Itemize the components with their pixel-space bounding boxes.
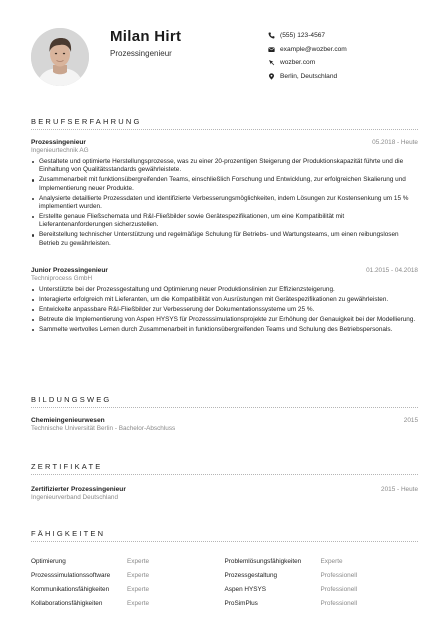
education-date: 2015 [403,417,418,424]
skill-item [31,586,225,593]
skill-name: Kollaborationsfähigkeiten [31,599,103,607]
candidate-name: Milan Hirt [110,28,182,45]
job-company: Techniprocess GmbH [31,275,93,282]
skill-level: Experte [127,557,150,565]
job-bullet: Unterstützte bei der Prozessgestaltung und Optimierung neuer Produktionslinien zur Effizienzsteigerung. [31,286,418,294]
experience-heading: BERUFSERFAHRUNG [31,117,142,126]
skill-level: Experte [320,557,343,565]
skill-item [31,600,225,607]
candidate-title: Prozessingenieur [110,49,172,58]
education-entry [31,417,418,432]
job-bullet: Gestaltete und optimierte Herstellungsprozesse, was zu einer 20-prozentigen Steigerung der Produktionskapazität führte und die Einhaltung von Qualitätsstandards gewährleistete. [31,158,418,175]
certificate-entry [31,486,418,501]
contact-phone-text[interactable]: (555) 123-4567 [280,32,326,40]
skill-level: Experte [127,585,150,593]
job-bullet: Interagierte erfolgreich mit Lieferanten, um die Kompatibilität von Ausrüstungen mit Gerätespezifikationen zu gewährleisten. [31,296,418,304]
skill-level: Experte [127,599,150,607]
job-company: Ingenieurtechnik AG [31,147,89,154]
skill-row [31,596,418,610]
job-bullet: Zusammenarbeit mit funktionsübergreifenden Teams, einschließlich Forschung und Entwicklung, zur erfolgreichen Skalierung und Implementierung neuer Produkte. [31,176,418,193]
skill-row [31,568,418,582]
education-heading: BILDUNGSWEG [31,395,112,404]
job-entry [31,139,418,250]
job-bullets [31,158,418,248]
job-bullet: Bereitstellung technischer Unterstützung und regelmäßige Schulung für Betriebs- und Wartungsteams, um einen reibungslosen Betrieb zu gewährleisten. [31,231,418,248]
skill-name: ProSimPlus [224,599,258,607]
contact-email [268,43,428,57]
certificate-title: Zertifizierter Prozessingenieur [31,486,126,493]
skill-item [31,572,225,579]
location-pin-icon [268,73,280,80]
contact-phone [268,29,428,43]
certificates-heading: ZERTIFIKATE [31,462,103,471]
job-date: 01.2015 - 04.2018 [366,267,418,274]
skill-level: Professionell [320,571,358,579]
skill-level: Professionell [320,585,358,593]
skills-heading: FÄHIGKEITEN [31,529,106,538]
job-bullet: Entwickelte anpassbare R&I-Fließbilder zur Verbesserung der Dokumentationssysteme um 25 %. [31,306,418,314]
mail-icon [268,46,280,53]
skill-row [31,554,418,568]
link-icon [268,59,280,66]
certificate-date: 2015 - Heute [381,486,418,493]
job-bullets [31,286,418,334]
skill-level: Experte [127,571,150,579]
skill-name: Prozesssimulationssoftware [31,571,111,579]
job-bullet: Sammelte wertvolles Lernen durch Zusammenarbeit in funktionsübergreifenden Teams und Schulung des Betriebspersonals. [31,326,418,334]
certificates-divider [31,474,418,475]
education-institution: Technische Universität Berlin - Bachelor-Abschluss [31,425,176,432]
skill-name: Problemlösungsfähigkeiten [224,557,302,565]
skill-item [31,558,225,565]
skill-name: Optimierung [31,557,66,565]
contact-website-text[interactable]: wozber.com [280,59,316,67]
skills-divider [31,541,418,542]
skill-item [225,600,419,607]
skill-row [31,582,418,596]
skill-item [225,558,419,565]
job-title: Prozessingenieur [31,139,86,146]
job-bullet: Betreute die Implementierung von Aspen HYSYS für Prozesssimulationsprojekte zur Erhöhung der Genauigkeit bei der Modellierung. [31,316,418,324]
education-title: Chemieingenieurwesen [31,417,105,424]
experience-divider [31,129,418,130]
contact-location [268,70,428,84]
job-bullet: Erstellte genaue Fließschemata und R&I-Fließbilder sowie Gerätespezifikationen, um eine Kompatibilität mit Lieferantenanforderungen sicherzustellen. [31,213,418,230]
skills-grid [31,554,418,610]
job-date: 05.2018 - Heute [372,139,418,146]
skill-item [225,572,419,579]
certificate-issuer: Ingenieurverband Deutschland [31,494,119,501]
job-entry [31,267,418,336]
contact-location-text: Berlin, Deutschland [280,72,338,80]
contact-email-text[interactable]: example@wozber.com [280,45,347,53]
skill-item [225,586,419,593]
contact-website [268,56,428,70]
avatar [31,28,89,86]
contact-list [268,29,428,83]
skill-level: Professionell [320,599,358,607]
job-title: Junior Prozessingenieur [31,267,108,274]
skill-name: Aspen HYSYS [224,585,267,593]
phone-icon [268,32,280,39]
skill-name: Kommunikationsfähigkeiten [31,585,110,593]
skill-name: Prozessgestaltung [224,571,278,579]
profile-photo [31,28,89,86]
education-divider [31,407,418,408]
job-bullet: Analysierte detaillierte Prozessdaten und identifizierte Verbesserungsmöglichkeiten, indem Lösungen zur Kostensenkung um 15 % implementiert wurden. [31,195,418,212]
